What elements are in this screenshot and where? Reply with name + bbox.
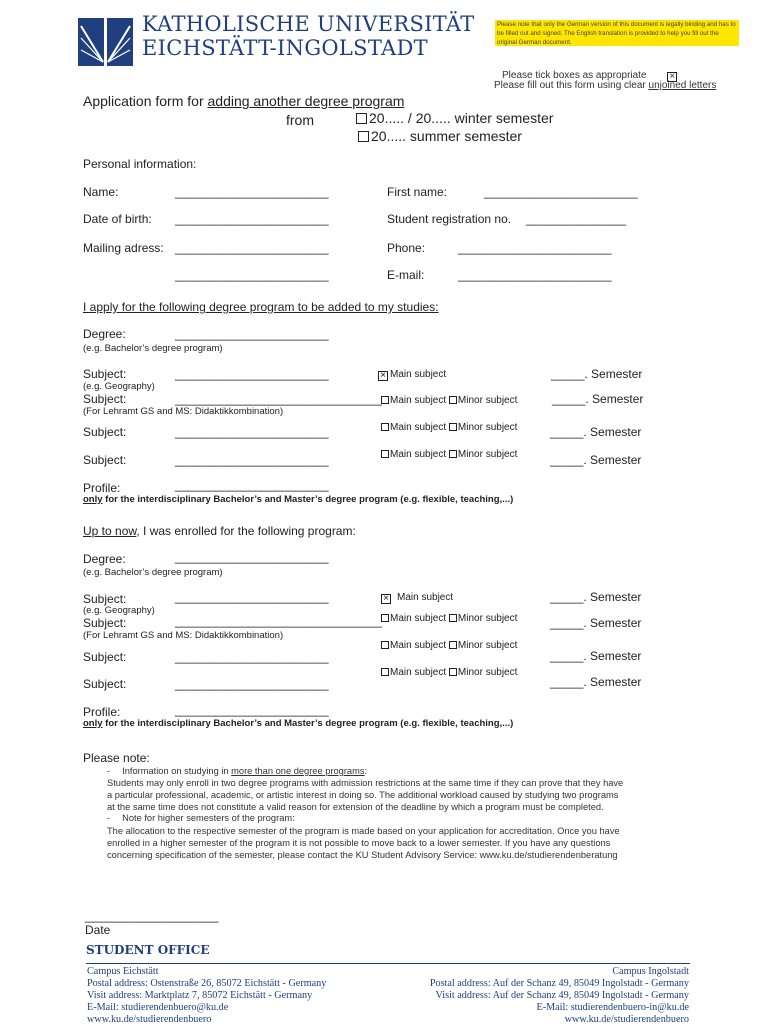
subject-label: Subject: — [83, 616, 127, 630]
footer-right-line[interactable]: E-Mail: studierendenbuero-in@ku.de — [536, 1002, 689, 1013]
student-no-label: Student registration no. — [387, 212, 512, 226]
footer-left-line[interactable]: www.ku.de/studierendenbuero — [87, 1014, 212, 1025]
checkbox[interactable] — [381, 450, 389, 458]
note-2-line: The allocation to the respective semester of the program is made based on your application for accreditation. Once you have — [107, 826, 620, 836]
lehramt-note: (For Lehramt GS and MS: Didaktikkombination) — [83, 406, 284, 417]
subject-field[interactable]: _______________________________ — [175, 614, 382, 628]
first-name-label: First name: — [387, 185, 448, 199]
checkbox[interactable] — [449, 614, 457, 622]
degree-label: Degree: — [83, 552, 126, 566]
footer-right-line: Visit address: Auf der Schanz 49, 85049 Ingolstadt - Germany — [435, 990, 689, 1001]
summer-checkbox[interactable] — [358, 131, 369, 142]
checkbox[interactable] — [381, 614, 389, 622]
footer-divider — [86, 963, 690, 964]
degree-label: Degree: — [83, 327, 126, 341]
semester-field[interactable]: _____. Semester — [550, 453, 642, 467]
footer-right — [430, 966, 689, 1026]
subject-type-options[interactable]: Main subject Minor subject — [381, 640, 517, 651]
degree-example: (e.g. Bachelor’s degree program) — [83, 567, 223, 578]
example-checkbox-icon: × — [667, 72, 677, 82]
first-name-field[interactable]: _______________________ — [484, 185, 638, 199]
profile-note: only for the interdisciplinary Bachelor’s and Master’s degree program (e.g. flexible, teaching,...) — [83, 718, 514, 729]
profile-note: only for the interdisciplinary Bachelor’s and Master’s degree program (e.g. flexible, teaching,...) — [83, 494, 514, 505]
subject-label: Subject: — [83, 677, 127, 691]
checked-checkbox-icon[interactable]: × — [381, 594, 391, 604]
subject-field[interactable]: _______________________ — [175, 453, 329, 467]
email-label: E-mail: — [387, 268, 425, 282]
dob-field[interactable]: _______________________ — [175, 212, 329, 226]
mailing-field-2[interactable]: _______________________ — [175, 268, 329, 282]
checkbox[interactable] — [381, 396, 389, 404]
checkbox[interactable] — [449, 396, 457, 404]
university-logo-icon — [78, 18, 133, 66]
checkbox[interactable] — [381, 668, 389, 676]
subject-label: Subject: — [83, 425, 127, 439]
checkbox[interactable] — [449, 668, 457, 676]
subject-label: Subject: — [83, 650, 127, 664]
from-label: from — [286, 112, 314, 128]
university-name-line2: EICHSTÄTT-INGOLSTADT — [142, 36, 428, 60]
student-office-heading: STUDENT OFFICE — [86, 943, 210, 957]
semester-field[interactable]: _____. Semester — [550, 649, 642, 663]
phone-label: Phone: — [387, 241, 426, 255]
footer-right-line: Campus Ingolstadt — [612, 966, 689, 977]
form-title: Application form for adding another degree program — [83, 93, 405, 109]
student-no-field[interactable]: _______________ — [526, 212, 627, 226]
winter-semester-option[interactable]: 20..... / 20..... winter semester — [356, 110, 553, 126]
summer-semester-option[interactable]: 20..... summer semester — [358, 128, 522, 144]
subject-type-options[interactable]: Main subject Minor subject — [381, 613, 517, 624]
semester-field[interactable]: _____. Semester — [550, 425, 642, 439]
subject-field[interactable]: _______________________ — [175, 425, 329, 439]
subject-example: (e.g. Geography) — [83, 605, 155, 616]
subject-example: (e.g. Geography) — [83, 381, 155, 392]
checked-checkbox-icon[interactable]: × — [378, 371, 388, 381]
semester-field[interactable]: _____. Semester — [552, 392, 644, 406]
subject-type-options[interactable]: Main subject Minor subject — [381, 449, 517, 460]
footer-left-line: Campus Eichstätt — [87, 966, 159, 977]
date-field[interactable]: ____________________ — [85, 909, 219, 923]
apply-heading: I apply for the following degree program to be added to my studies: — [83, 300, 439, 314]
profile-field[interactable]: _______________________ — [175, 478, 329, 492]
note-2-line: concerning specification of the semester, please contact the KU Student Advisory Service: www.ku.de/studierendenberatung — [107, 850, 618, 860]
winter-checkbox[interactable] — [356, 113, 367, 124]
name-label: Name: — [83, 185, 119, 199]
degree-field[interactable]: _______________________ — [175, 327, 329, 341]
subject-field[interactable]: _______________________________ — [175, 392, 382, 406]
note-1-line: a particular professional, academic, or artistic interest in doing so. The additional workload caused by studying two programs — [107, 790, 619, 800]
dob-label: Date of birth: — [83, 212, 152, 226]
subject-field[interactable]: _______________________ — [175, 590, 329, 604]
subject-type-options[interactable]: Main subject Minor subject — [381, 667, 517, 678]
main-subject-option[interactable]: × Main subject — [378, 369, 446, 381]
subject-label: Subject: — [83, 392, 127, 406]
subject-label: Subject: — [83, 367, 127, 381]
notes-heading: Please note: — [83, 751, 150, 765]
subject-field[interactable]: _______________________ — [175, 367, 329, 381]
lehramt-note: (For Lehramt GS and MS: Didaktikkombination) — [83, 630, 284, 641]
footer-right-line[interactable]: www.ku.de/studierendenbuero — [564, 1014, 689, 1025]
subject-field[interactable]: _______________________ — [175, 677, 329, 691]
degree-example: (e.g. Bachelor’s degree program) — [83, 343, 223, 354]
semester-field[interactable]: _____. Semester — [550, 675, 642, 689]
checkbox[interactable] — [449, 641, 457, 649]
note-1-line: at the same time does not constitute a valid reason for extension of the deadline by which a program must be completed. — [107, 802, 604, 812]
note-item-1: - Information on studying in more than one degree programs: — [107, 766, 368, 776]
fill-instruction: Please fill out this form using clear unjoined letters — [494, 80, 717, 91]
semester-field[interactable]: _____. Semester — [550, 590, 642, 604]
checkbox[interactable] — [449, 423, 457, 431]
phone-field[interactable]: _______________________ — [458, 241, 612, 255]
footer-left-line[interactable]: E-Mail: studierendenbuero@ku.de — [87, 1002, 229, 1013]
checkbox[interactable] — [449, 450, 457, 458]
main-subject-option[interactable]: × Main subject — [381, 592, 453, 604]
profile-label: Profile: — [83, 481, 121, 495]
footer-left — [87, 966, 326, 1026]
profile-field[interactable]: _______________________ — [175, 703, 329, 717]
mailing-field[interactable]: _______________________ — [175, 241, 329, 255]
note-1-line: Students may only enroll in two degree programs with admission restrictions at the same time if they can prove that they have — [107, 778, 624, 788]
semester-field[interactable]: _____. Semester — [551, 367, 643, 381]
name-field[interactable]: _______________________ — [175, 185, 329, 199]
subject-type-options[interactable]: Main subject Minor subject — [381, 395, 517, 406]
personal-heading: Personal information: — [83, 157, 197, 171]
enrolled-heading: Up to now, I was enrolled for the following program: — [83, 524, 356, 538]
profile-label: Profile: — [83, 705, 121, 719]
date-label: Date — [85, 923, 111, 937]
subject-type-options[interactable]: Main subject Minor subject — [381, 422, 517, 433]
subject-label: Subject: — [83, 592, 127, 606]
subject-field[interactable]: _______________________ — [175, 650, 329, 664]
tick-instruction: Please tick boxes as appropriate × — [502, 70, 679, 82]
footer-left-line: Postal address: Ostenstraße 26, 85072 Eichstätt - Germany — [87, 978, 327, 989]
footer-left-line: Visit address: Marktplatz 7, 85072 Eichstätt - Germany — [87, 990, 313, 1001]
footer-right-line: Postal address: Auf der Schanz 49, 85049 Ingolstadt - Germany — [429, 978, 689, 989]
note-2-line: enrolled in a higher semester of the program it is not possible to move back to a lower semester. If you have any questions — [107, 838, 611, 848]
checkbox[interactable] — [381, 641, 389, 649]
checkbox[interactable] — [381, 423, 389, 431]
subject-label: Subject: — [83, 453, 127, 467]
mailing-label: Mailing adress: — [83, 241, 164, 255]
degree-field[interactable]: _______________________ — [175, 550, 329, 564]
email-field[interactable]: _______________________ — [458, 268, 612, 282]
legal-note: Please note that only the German version of this document is legally binding and has to be filled out and signed. The English translation is provided to help you fill out the original German document. — [495, 20, 739, 46]
university-name-line1: KATHOLISCHE UNIVERSITÄT — [142, 12, 475, 36]
semester-field[interactable]: _____. Semester — [550, 616, 642, 630]
note-item-2: - Note for higher semesters of the program: — [107, 813, 295, 823]
